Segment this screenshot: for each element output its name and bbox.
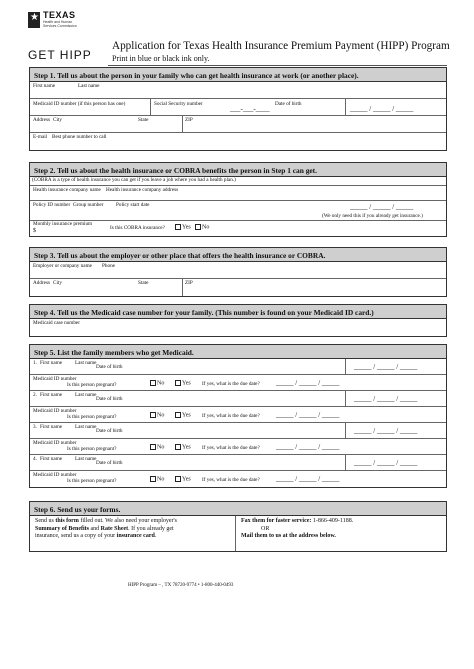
step1-heading: Step 1. Tell us about the person in your family who can get health insurance at work (or another place). — [30, 68, 446, 82]
member2-number: 2. — [33, 392, 37, 398]
logo-name: TEXAS — [43, 10, 76, 20]
cobra-note: (COBRA is a type of health insurance you can get if you leave a job where you had a health plan.) — [32, 177, 236, 183]
employer-city-label: City — [53, 280, 62, 286]
cobra-no-checkbox[interactable] — [195, 224, 201, 230]
member2-due-label: If yes, what is the due date? — [202, 413, 260, 419]
step2-heading: Step 2. Tell us about the health insurance or COBRA benefits the person in Step 1 can get. — [30, 163, 446, 177]
step1-section — [29, 67, 447, 151]
ssn-field[interactable]: ___-___-____ — [230, 105, 270, 113]
member3-pregnant-label: Is this person pregnant? — [67, 446, 117, 452]
member3-no-option[interactable]: No — [150, 444, 164, 450]
member4-yes-checkbox[interactable] — [175, 476, 181, 482]
premium-value[interactable]: $ — [33, 228, 36, 234]
medicaid-id-label: Medicaid ID number (if this person has one) — [33, 101, 126, 107]
step5-heading: Step 5. List the family members who get Medicaid. — [30, 345, 446, 359]
member2-dob-field[interactable]: _____ / _____ / _____ — [354, 395, 418, 403]
ink-instruction: Print in blue or black ink only. — [112, 54, 210, 63]
member3-id-row[interactable] — [30, 439, 446, 455]
state-label: State — [138, 117, 149, 123]
case-number-row[interactable] — [30, 319, 446, 336]
member3-dob-field[interactable]: _____ / _____ / _____ — [354, 427, 418, 435]
member3-number: 3. — [33, 424, 37, 430]
member1-dob-label: Date of birth — [96, 364, 123, 370]
first-name-label: First name — [33, 83, 56, 89]
footer-address: HIPP Program – , TX 78720-9774 • 1-800-440-0493 — [128, 583, 234, 588]
premium-label: Monthly insurance premium — [33, 221, 93, 227]
employer-address-label: Address — [33, 280, 51, 286]
send-methods: Fax them for faster service: 1-866-409-1188. OR Mail them to us at the address below. — [241, 518, 354, 539]
member4-dob-label: Date of birth — [96, 460, 123, 466]
member4-number: 4. — [33, 456, 37, 462]
policy-id-label: Policy ID number — [33, 202, 71, 208]
member2-first-label: First name — [40, 392, 63, 398]
member4-due-label: If yes, what is the due date? — [202, 477, 260, 483]
member1-yes-checkbox[interactable] — [175, 380, 181, 386]
step4-heading: Step 4. Tell us the Medicaid case number for your family. (This number is found on your Medicaid ID card.) — [30, 305, 446, 319]
step2-policy-row[interactable] — [30, 201, 446, 221]
employer-phone-label: Phone — [102, 263, 115, 269]
step6-heading: Step 6. Send us your forms. — [30, 502, 446, 516]
member2-last-label: Last name — [75, 392, 97, 398]
member1-first-label: First name — [40, 360, 63, 366]
member3-first-label: First name — [40, 424, 63, 430]
cobra-yes-checkbox[interactable] — [175, 224, 181, 230]
member2-no-checkbox[interactable] — [150, 412, 156, 418]
member1-id-row[interactable] — [30, 375, 446, 391]
email-label: E-mail — [33, 134, 48, 140]
get-hipp-wordmark: GET HIPP — [28, 48, 92, 62]
member2-pregnant-label: Is this person pregnant? — [67, 414, 117, 420]
member2-yes-checkbox[interactable] — [175, 412, 181, 418]
member3-dob-label: Date of birth — [96, 428, 123, 434]
step4-section — [29, 304, 447, 337]
step3-section — [29, 247, 447, 297]
step1-address-row[interactable] — [30, 116, 446, 133]
member1-due-field[interactable]: _____ / _____ / _____ — [276, 379, 340, 387]
zip-label: ZIP — [185, 117, 193, 123]
page-title: Application for Texas Health Insurance Premium Payment (HIPP) Program — [112, 40, 450, 52]
star-icon: ★ — [30, 12, 39, 23]
dob-field[interactable]: _____ / _____ / _____ — [350, 105, 414, 113]
member2-name-row[interactable] — [30, 391, 446, 407]
member4-yes-option[interactable]: Yes — [175, 476, 191, 482]
member4-no-option[interactable]: No — [150, 476, 164, 482]
member1-medicaid-label: Medicaid ID number — [33, 376, 77, 382]
member1-yes-option[interactable]: Yes — [175, 380, 191, 386]
logo-subtitle: Health and Human Services Commission — [43, 20, 77, 28]
member1-no-option[interactable]: No — [150, 380, 164, 386]
step3-address-row[interactable] — [30, 279, 446, 296]
step5-section — [29, 344, 447, 488]
step2-section — [29, 162, 447, 237]
member4-pregnant-label: Is this person pregnant? — [67, 478, 117, 484]
member2-no-option[interactable]: No — [150, 412, 164, 418]
member3-medicaid-label: Medicaid ID number — [33, 440, 77, 446]
is-cobra-label: Is this COBRA insurance? — [110, 225, 165, 231]
member4-medicaid-label: Medicaid ID number — [33, 472, 77, 478]
group-number-label: Group number — [73, 202, 104, 208]
member1-due-label: If yes, what is the due date? — [202, 381, 260, 387]
address-label: Address — [33, 117, 51, 123]
member4-id-row[interactable] — [30, 471, 446, 487]
step3-employer-row[interactable] — [30, 262, 446, 279]
member4-due-field[interactable]: _____ / _____ / _____ — [276, 475, 340, 483]
city-label: City — [53, 117, 62, 123]
member3-yes-checkbox[interactable] — [175, 444, 181, 450]
need-date-note: (We only need this if you already get insurance.) — [322, 213, 423, 219]
member3-yes-option[interactable]: Yes — [175, 444, 191, 450]
member2-dob-label: Date of birth — [96, 396, 123, 402]
title-rule — [108, 65, 447, 66]
employer-state-label: State — [138, 280, 149, 286]
member4-last-label: Last name — [75, 456, 97, 462]
step2-premium-row[interactable] — [30, 221, 446, 236]
member1-name-row[interactable] — [30, 359, 446, 375]
member1-no-checkbox[interactable] — [150, 380, 156, 386]
step1-id-row[interactable] — [30, 99, 446, 116]
member3-name-row[interactable] — [30, 423, 446, 439]
step3-heading: Step 3. Tell us about the employer or other place that offers the health insurance or COBRA. — [30, 248, 446, 262]
step1-contact-row[interactable] — [30, 133, 446, 150]
member1-number: 1. — [33, 360, 37, 366]
step1-name-row[interactable] — [30, 82, 446, 99]
employer-zip-label: ZIP — [185, 280, 193, 286]
company-address-label: Health insurance company address — [106, 187, 179, 193]
send-instructions: Send us this form filled out. We also need your employer's Summary of Benefits and Rate Sheet. If you already get insurance, send us a copy of your insurance card. — [35, 518, 177, 539]
member3-no-checkbox[interactable] — [150, 444, 156, 450]
cobra-no-option[interactable]: No — [195, 224, 209, 230]
cobra-yes-option[interactable]: Yes — [175, 224, 191, 230]
member1-last-label: Last name — [75, 360, 97, 366]
last-name-label: Last name — [78, 83, 100, 89]
member2-medicaid-label: Medicaid ID number — [33, 408, 77, 414]
employer-label: Employer or company name — [33, 263, 92, 269]
member1-pregnant-label: Is this person pregnant? — [67, 382, 117, 388]
member3-due-label: If yes, what is the due date? — [202, 445, 260, 451]
step2-company-row[interactable] — [30, 185, 446, 201]
ssn-label: Social Security number — [154, 101, 203, 107]
company-name-label: Health insurance company name — [33, 187, 101, 193]
case-number-label: Medicaid case number — [33, 320, 80, 326]
member3-last-label: Last name — [75, 424, 97, 430]
policy-start-field[interactable]: _____ / _____ / _____ — [350, 203, 414, 211]
member2-due-field[interactable]: _____ / _____ / _____ — [276, 411, 340, 419]
step6-section — [29, 501, 447, 552]
member2-id-row[interactable] — [30, 407, 446, 423]
member4-name-row[interactable] — [30, 455, 446, 471]
member4-first-label: First name — [40, 456, 63, 462]
member1-dob-field[interactable]: _____ / _____ / _____ — [354, 363, 418, 371]
policy-start-label: Policy start date — [116, 202, 150, 208]
phone-label: Best phone number to call — [52, 134, 107, 140]
member3-due-field[interactable]: _____ / _____ / _____ — [276, 443, 340, 451]
member4-no-checkbox[interactable] — [150, 476, 156, 482]
member2-yes-option[interactable]: Yes — [175, 412, 191, 418]
dob-label: Date of birth — [275, 101, 302, 107]
member4-dob-field[interactable]: _____ / _____ / _____ — [354, 459, 418, 467]
